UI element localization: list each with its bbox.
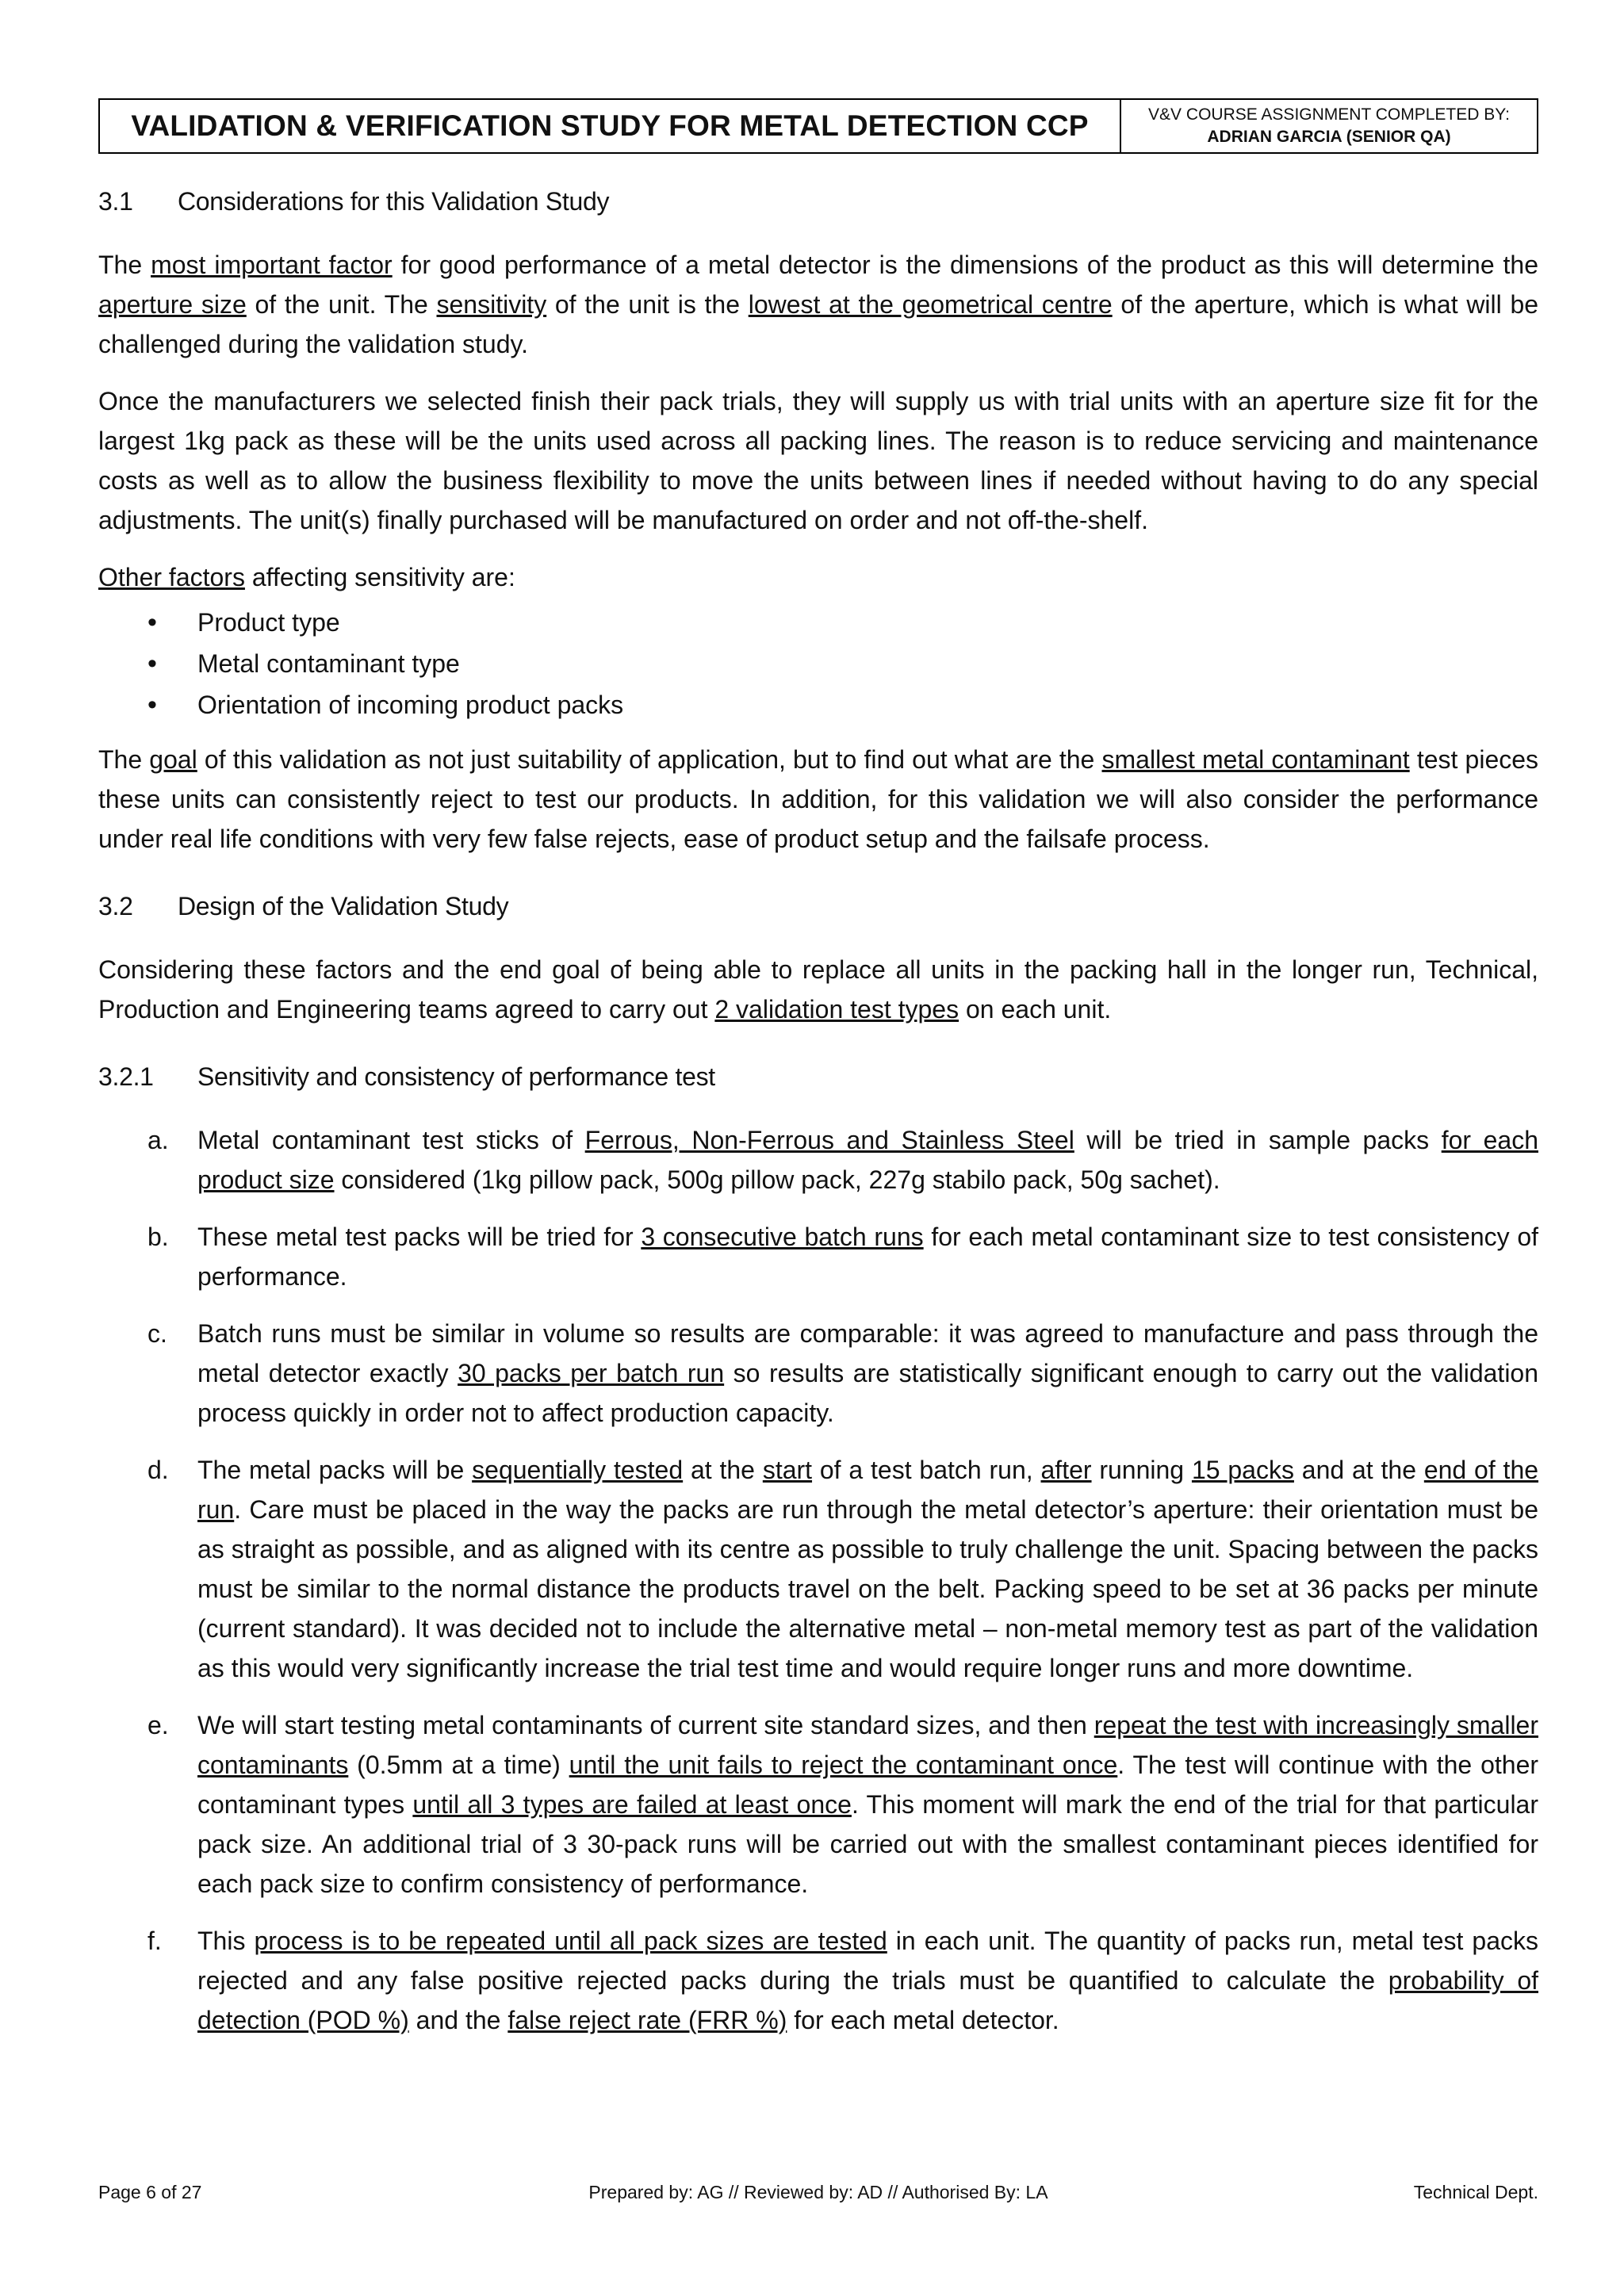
section-heading-3-2-1	[98, 1062, 1538, 1092]
underlined-text: for each product size	[197, 1126, 1538, 1194]
paragraph-manufacturers: Once the manufacturers we selected finish their pack trials, they will supply us with trial units with an aperture size fit for the largest 1kg pack as these will be the units used across all packing lines. The reason is to reduce servicing and maintenance costs as well as to allow the business flexibility to move the units between lines if needed without having to do any special adjustments. The unit(s) finally purchased will be manufactured on order and not off-the-shelf.	[98, 387, 1538, 534]
underlined-text: start	[762, 1456, 813, 1484]
text-span: considered (1kg pillow pack, 500g pillow pack, 227g stabilo pack, 50g sachet).	[334, 1165, 1220, 1194]
text-span: This	[197, 1927, 255, 1955]
list-letter: c.	[147, 1319, 167, 1348]
author-box	[1121, 100, 1537, 152]
text-span: Metal contaminant test sticks of	[197, 1126, 585, 1154]
text-span: We will start testing metal contaminants of current site standard sizes, and then	[197, 1711, 1094, 1739]
text-span: . Care must be placed in the way the packs are run through the metal detector’s aperture: their orientation must be as straight as possible, and as aligned with its centre as possible to truly challenge the unit. Spacing between the packs must be similar to the normal distance the products travel on the belt. Packing speed to be set at 36 packs per minute (current standard). It was decided not to include the alternative metal – non-metal memory test as part of the validation as this would very significantly increase the trial test time and would require longer runs and more downtime.	[197, 1495, 1538, 1682]
paragraph-other-factors	[98, 557, 1538, 597]
underlined-text: 2 validation test types	[714, 995, 959, 1024]
underlined-text: until all 3 types are failed at least once	[412, 1790, 852, 1819]
section-heading-3-1	[98, 187, 1538, 216]
text-span: . The test will continue with the other contaminant types	[197, 1751, 1539, 1819]
underlined-text: repeat the test with increasingly smaller contaminants	[197, 1711, 1539, 1779]
text-span: of the unit is the	[546, 290, 749, 319]
underlined-text: probability of detection (POD %)	[197, 1966, 1539, 2034]
list-item	[98, 1217, 1538, 1296]
underlined-text: end of the run	[197, 1456, 1539, 1524]
text-span: of this validation as not just suitability of application, but to find out what are the	[197, 745, 1102, 774]
document-title: VALIDATION & VERIFICATION STUDY FOR METAL DETECTION CCP	[100, 100, 1121, 152]
text-span: for each metal contaminant size to test consistency of performance.	[197, 1223, 1539, 1291]
underlined-text: 15 packs	[1191, 1456, 1294, 1484]
department: Technical Dept.	[1413, 2182, 1538, 2202]
document-header	[98, 98, 1538, 154]
list-letter: f.	[147, 1927, 162, 1955]
document-page	[98, 98, 1538, 2057]
text-span: . This moment will mark the end of the trial for that particular pack size. An additional trial of 3 30-pack runs will be carried out with the smallest contaminant pieces identified for each pack size to confirm consistency of performance.	[197, 1790, 1539, 1898]
text-span: of the unit. The	[246, 290, 437, 319]
list-item	[98, 1921, 1538, 2040]
section-title: Sensitivity and consistency of performance test	[197, 1062, 715, 1091]
list-letter: d.	[147, 1456, 169, 1484]
underlined-text: 30 packs per batch run	[458, 1359, 725, 1387]
text-span: Batch runs must be similar in volume so results are comparable: it was agreed to manufacture and pass through the metal detector exactly	[197, 1319, 1538, 1387]
underlined-text: Other factors	[98, 563, 245, 591]
text-span: for each metal detector.	[787, 2006, 1059, 2034]
list-item: • Product type	[98, 602, 1538, 643]
paragraph-goal	[98, 740, 1538, 859]
document-footer	[98, 2182, 1538, 2203]
text-span: The	[98, 251, 151, 279]
paragraph-design	[98, 950, 1538, 1029]
underlined-text: false reject rate (FRR %)	[508, 2006, 787, 2034]
text-span: The	[98, 745, 150, 774]
section-heading-3-2	[98, 892, 1538, 921]
test-steps-list	[98, 1120, 1538, 2040]
section-title: Considerations for this Validation Study	[178, 187, 610, 216]
text-span: in each unit. The quantity of packs run, metal test packs rejected and any false positive rejected packs during the trials must be quantified to calculate the	[197, 1927, 1539, 1995]
section-number: 3.1	[98, 187, 133, 216]
text-span: test pieces these units can consistently reject to test our products. In addition, for this validation we will also consider the performance under real life conditions with very few false rejects, ease of product setup and the failsafe process.	[98, 745, 1539, 853]
text-span: and the	[408, 2006, 508, 2034]
text-span: These metal test packs will be tried for	[197, 1223, 642, 1251]
underlined-text: until the unit fails to reject the contaminant once	[569, 1751, 1118, 1779]
underlined-text: sequentially tested	[472, 1456, 684, 1484]
paragraph-dimensions	[98, 245, 1538, 364]
list-item	[98, 1314, 1538, 1433]
underlined-text: process is to be repeated until all pack sizes are tested	[254, 1927, 887, 1955]
completed-by-name: ADRIAN GARCIA (SENIOR QA)	[1207, 128, 1451, 146]
section-number: 3.2.1	[98, 1062, 154, 1091]
list-letter: e.	[147, 1711, 169, 1739]
list-letter: b.	[147, 1223, 169, 1251]
underlined-text: 3 consecutive batch runs	[641, 1223, 924, 1251]
text-span: (0.5mm at a time)	[348, 1751, 569, 1779]
text-span: Considering these factors and the end goal of being able to replace all units in the packing hall in the longer run, Technical, Production and Engineering teams agreed to carry out	[98, 955, 1538, 1024]
underlined-text: after	[1040, 1456, 1092, 1484]
underlined-text: aperture size	[98, 290, 247, 319]
underlined-text: smallest metal contaminant	[1101, 745, 1410, 774]
list-item	[98, 1450, 1538, 1688]
list-item: • Metal contaminant type	[98, 643, 1538, 684]
list-item	[98, 1705, 1538, 1904]
text-span: on each unit.	[959, 995, 1112, 1024]
underlined-text: sensitivity	[436, 290, 547, 319]
underlined-text: Ferrous, Non-Ferrous and Stainless Steel	[584, 1126, 1074, 1154]
text-span: running	[1091, 1456, 1192, 1484]
text-span: will be tried in sample packs	[1074, 1126, 1442, 1154]
page-number: Page 6 of 27	[98, 2182, 202, 2202]
section-title: Design of the Validation Study	[178, 892, 509, 920]
list-item: • Orientation of incoming product packs	[98, 684, 1538, 725]
list-letter: a.	[147, 1126, 169, 1154]
signoff-line: Prepared by: AG // Reviewed by: AD // Authorised By: LA	[588, 2182, 1048, 2202]
text-span: of the aperture, which is what will be challenged during the validation study.	[98, 290, 1539, 358]
text-span: affecting sensitivity are:	[244, 563, 515, 591]
text-span: for good performance of a metal detector is the dimensions of the product as this will determine the	[392, 251, 1539, 279]
text-span: so results are statistically significant enough to carry out the validation process quickly in order not to affect production capacity.	[197, 1359, 1539, 1427]
text-span: at the	[683, 1456, 763, 1484]
factors-list	[98, 602, 1538, 725]
underlined-text: goal	[149, 745, 197, 774]
text-span: and at the	[1293, 1456, 1424, 1484]
completed-by-label: V&V COURSE ASSIGNMENT COMPLETED BY:	[1148, 105, 1510, 124]
list-item	[98, 1120, 1538, 1200]
text-span: of a test batch run,	[812, 1456, 1041, 1484]
underlined-text: lowest at the geometrical centre	[748, 290, 1113, 319]
text-span: The metal packs will be	[197, 1456, 473, 1484]
underlined-text: most important factor	[151, 251, 393, 279]
section-number: 3.2	[98, 892, 133, 920]
